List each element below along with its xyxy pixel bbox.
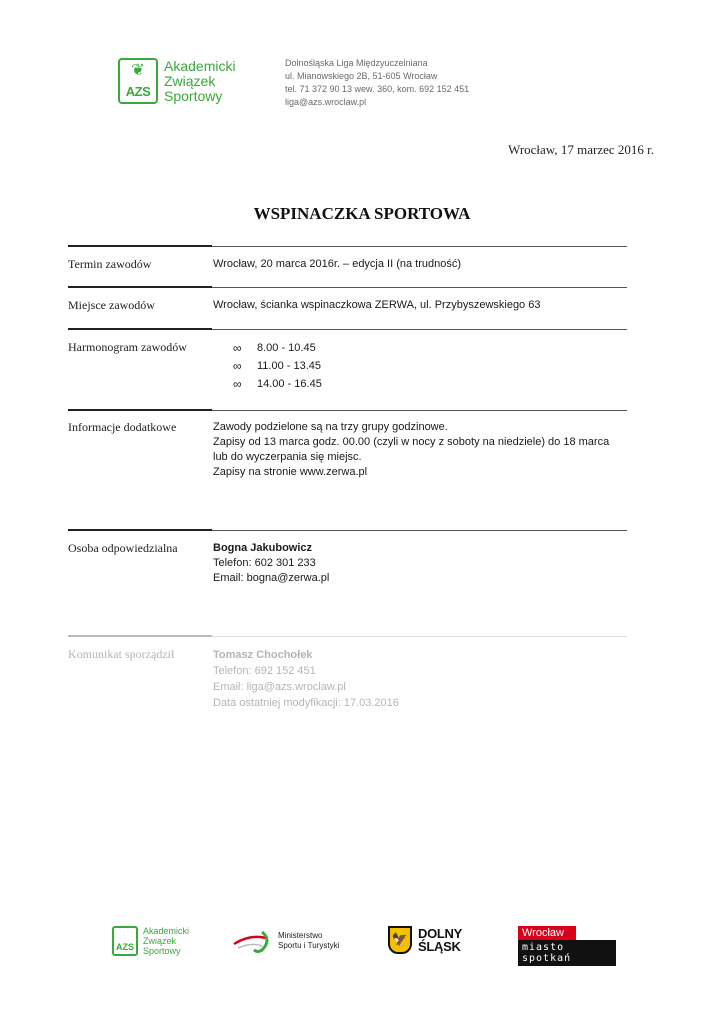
contact-person (213, 541, 329, 586)
row-label: Miejsce zawodów (68, 298, 155, 312)
page-title: WSPINACZKA SPORTOWA (253, 204, 471, 223)
azs-emblem-icon: AZS (112, 926, 138, 956)
org-email[interactable]: liga@azs.wroclaw.pl (285, 97, 367, 107)
ministry-swoosh-icon (232, 928, 272, 954)
footer-azs-logo: AZS Akademicki Związek Sportowy (112, 926, 189, 956)
row-label: Informacje dodatkowe (68, 420, 177, 434)
infinity-bullet-icon: ∞ (233, 340, 242, 355)
list-item: ∞ 14.00 - 16.45 (213, 375, 322, 393)
footer-dolny-slask-logo: 🦅 DOLNY ŚLĄSK (388, 926, 462, 954)
row-label: Harmonogram zawodów (68, 340, 187, 354)
author-block (213, 647, 399, 711)
author-phone: Telefon: 692 152 451 (213, 665, 316, 677)
contact-phone: Telefon: 602 301 233 (213, 557, 316, 569)
org-name: Dolnośląska Liga Międzyuczelniana (285, 58, 428, 68)
eagle-shield-icon: 🦅 (388, 926, 412, 954)
azs-logo-text: Akademicki Związek Sportowy (164, 57, 236, 104)
row-value: Wrocław, 20 marca 2016r. – edycja II (na trudność) (213, 258, 462, 270)
infinity-bullet-icon: ∞ (233, 358, 242, 373)
footer-logos (0, 920, 724, 970)
row-label: Osoba odpowiedzialna (68, 541, 178, 555)
document-date: Wrocław, 17 marzec 2016 r. (508, 142, 654, 157)
footer-wroclaw-logo: Wrocław miasto spotkań (518, 926, 616, 966)
azs-logo (118, 55, 278, 107)
row-label: Komunikat sporządził (68, 647, 175, 661)
author-name: Tomasz Chochołek (213, 649, 313, 661)
list-item: ∞ 11.00 - 13.45 (213, 357, 322, 375)
header-contact-block (285, 57, 469, 109)
schedule-list (213, 339, 322, 393)
org-phone: tel. 71 372 90 13 wew. 360, kom. 692 152 451 (285, 84, 470, 94)
row-label: Termin zawodów (68, 257, 152, 271)
leaf-icon: ❦ (131, 62, 145, 79)
contact-email[interactable]: Email: bogna@zerwa.pl (213, 572, 330, 584)
registration-link[interactable]: Zapisy na stronie www.zerwa.pl (213, 466, 368, 478)
list-item: ∞ 8.00 - 10.45 (213, 339, 322, 357)
org-address: ul. Mianowskiego 2B, 51-605 Wrocław (285, 71, 438, 81)
modified-date: Data ostatniej modyfikacji: 17.03.2016 (213, 697, 399, 709)
contact-name: Bogna Jakubowicz (213, 542, 313, 554)
infinity-bullet-icon: ∞ (233, 376, 242, 391)
footer-ministry-logo: Ministerstwo Sportu i Turystyki (232, 928, 339, 954)
author-email[interactable]: Email: liga@azs.wroclaw.pl (213, 681, 346, 693)
row-value: Wrocław, ścianka wspinaczkowa ZERWA, ul. Przybyszewskiego 63 (213, 299, 541, 311)
row-value: Zawody podzielone są na trzy grupy godzinowe. Zapisy od 13 marca godz. 00.00 (czyli w nocy z soboty na niedziele) do 18 marca lub do wyczerpania się miejsc. Zapisy na stronie www.zerwa.pl (213, 421, 610, 478)
azs-emblem-icon: ❦ AZS (118, 58, 158, 104)
